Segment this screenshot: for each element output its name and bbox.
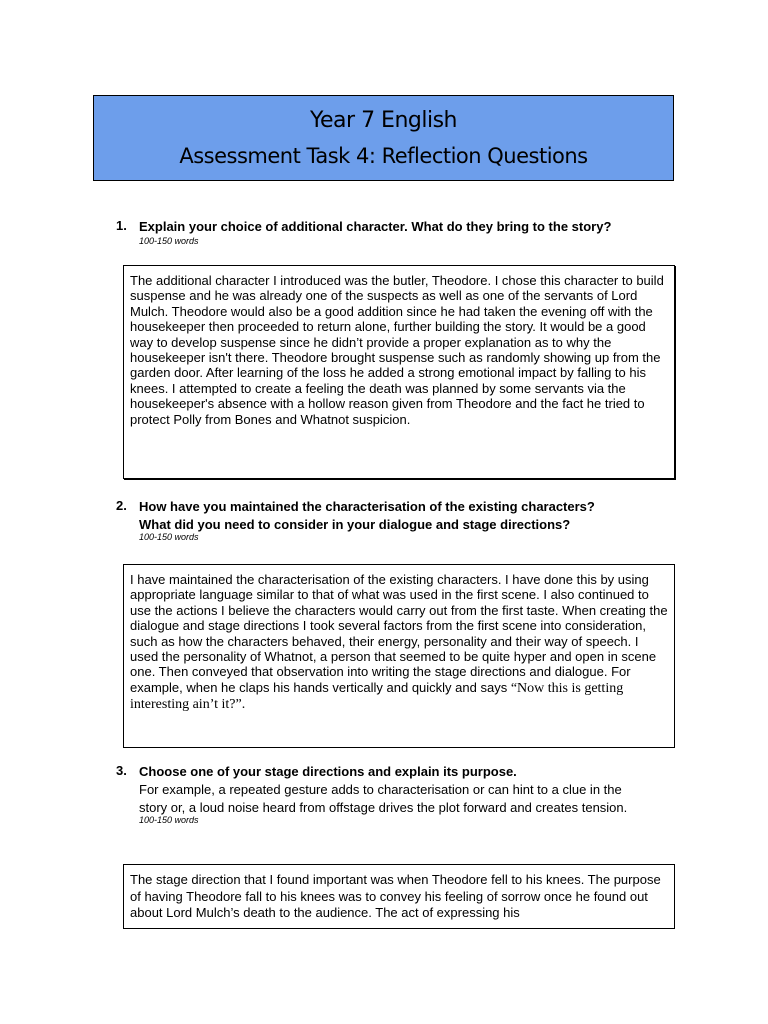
question-2-text [139,498,595,534]
answer-3-text: The stage direction that I found important was when Theodore fell to his knees. The purpose of having Theodore fall to his knees was to convey his feeling of sorrow once he found out about Lord Mulch’s death to the audience. The act of expressing his [130,872,661,920]
answer-1-box[interactable] [123,265,675,479]
answer-2-text: I have maintained the characterisation of the existing characters. I have done this by using appropriate language similar to that of what was used in the first scene. I also continued to use the actions I believe the characters would carry out from the first taste. When creating the dialogue and stage directions I took several factors from the first scene into consideration, such as how the characters behaved, their energy, personality and their way of speech. I used the personality of Whatnot, a person that seemed to be quite hyper and open in scene one. Then conveyed that observation into writing the stage directions and dialogue. For example, when he claps his hands vertically and quickly and says [130,572,668,695]
question-3-text [139,763,627,817]
answer-1-text: The additional character I introduced was the butler, Theodore. I chose this character to build suspense and he was already one of the suspects as well as one of the servants of Lord Mulch. Theodore would also be a good addition since he had taken the evening off with the housekeeper then proceeded to return alone, further building the story. It would be a good way to develop suspense since he didn’t provide a proper explanation as to why the housekeeper isn't there. Theodore brought suspense such as randomly showing up from the garden door. After learning of the loss he added a strong emotional impact by falling to his knees. I attempted to create a feeling the death was planned by some servants via the housekeeper's absence with a hollow reason given from Theodore and the fact he tried to protect Polly from Bones and Whatnot suspicion. [130,273,664,427]
question-3-word-count: 100-150 words [139,815,199,825]
question-1-number: 1. [116,218,127,233]
question-3-example-line-1: For example, a repeated gesture adds to characterisation or can hint to a clue in the [139,782,622,797]
title-banner [93,95,674,181]
question-3-example-line-2: story or, a loud noise heard from offstage drives the plot forward and creates tension. [139,800,628,815]
question-2 [116,498,686,546]
question-3 [116,763,686,829]
question-2-word-count: 100-150 words [139,532,199,542]
question-3-number: 3. [116,763,127,778]
question-2-number: 2. [116,498,127,513]
question-3-heading: Choose one of your stage directions and explain its purpose. [139,764,517,779]
assessment-title: Assessment Task 4: Reflection Questions [179,144,588,168]
question-1 [116,218,686,248]
question-1-text: Explain your choice of additional character. What do they bring to the story? [139,219,612,234]
question-2-line-1: How have you maintained the characterisation of the existing characters? [139,499,595,514]
answer-2-box[interactable] [123,564,675,748]
question-2-line-2: What did you need to consider in your dialogue and stage directions? [139,517,571,532]
answer-2-quote: “Now this is getting interesting ain’t it?”. [130,680,624,713]
course-title: Year 7 English [310,108,457,133]
question-1-word-count: 100-150 words [139,236,199,246]
answer-3-box[interactable] [123,864,675,929]
